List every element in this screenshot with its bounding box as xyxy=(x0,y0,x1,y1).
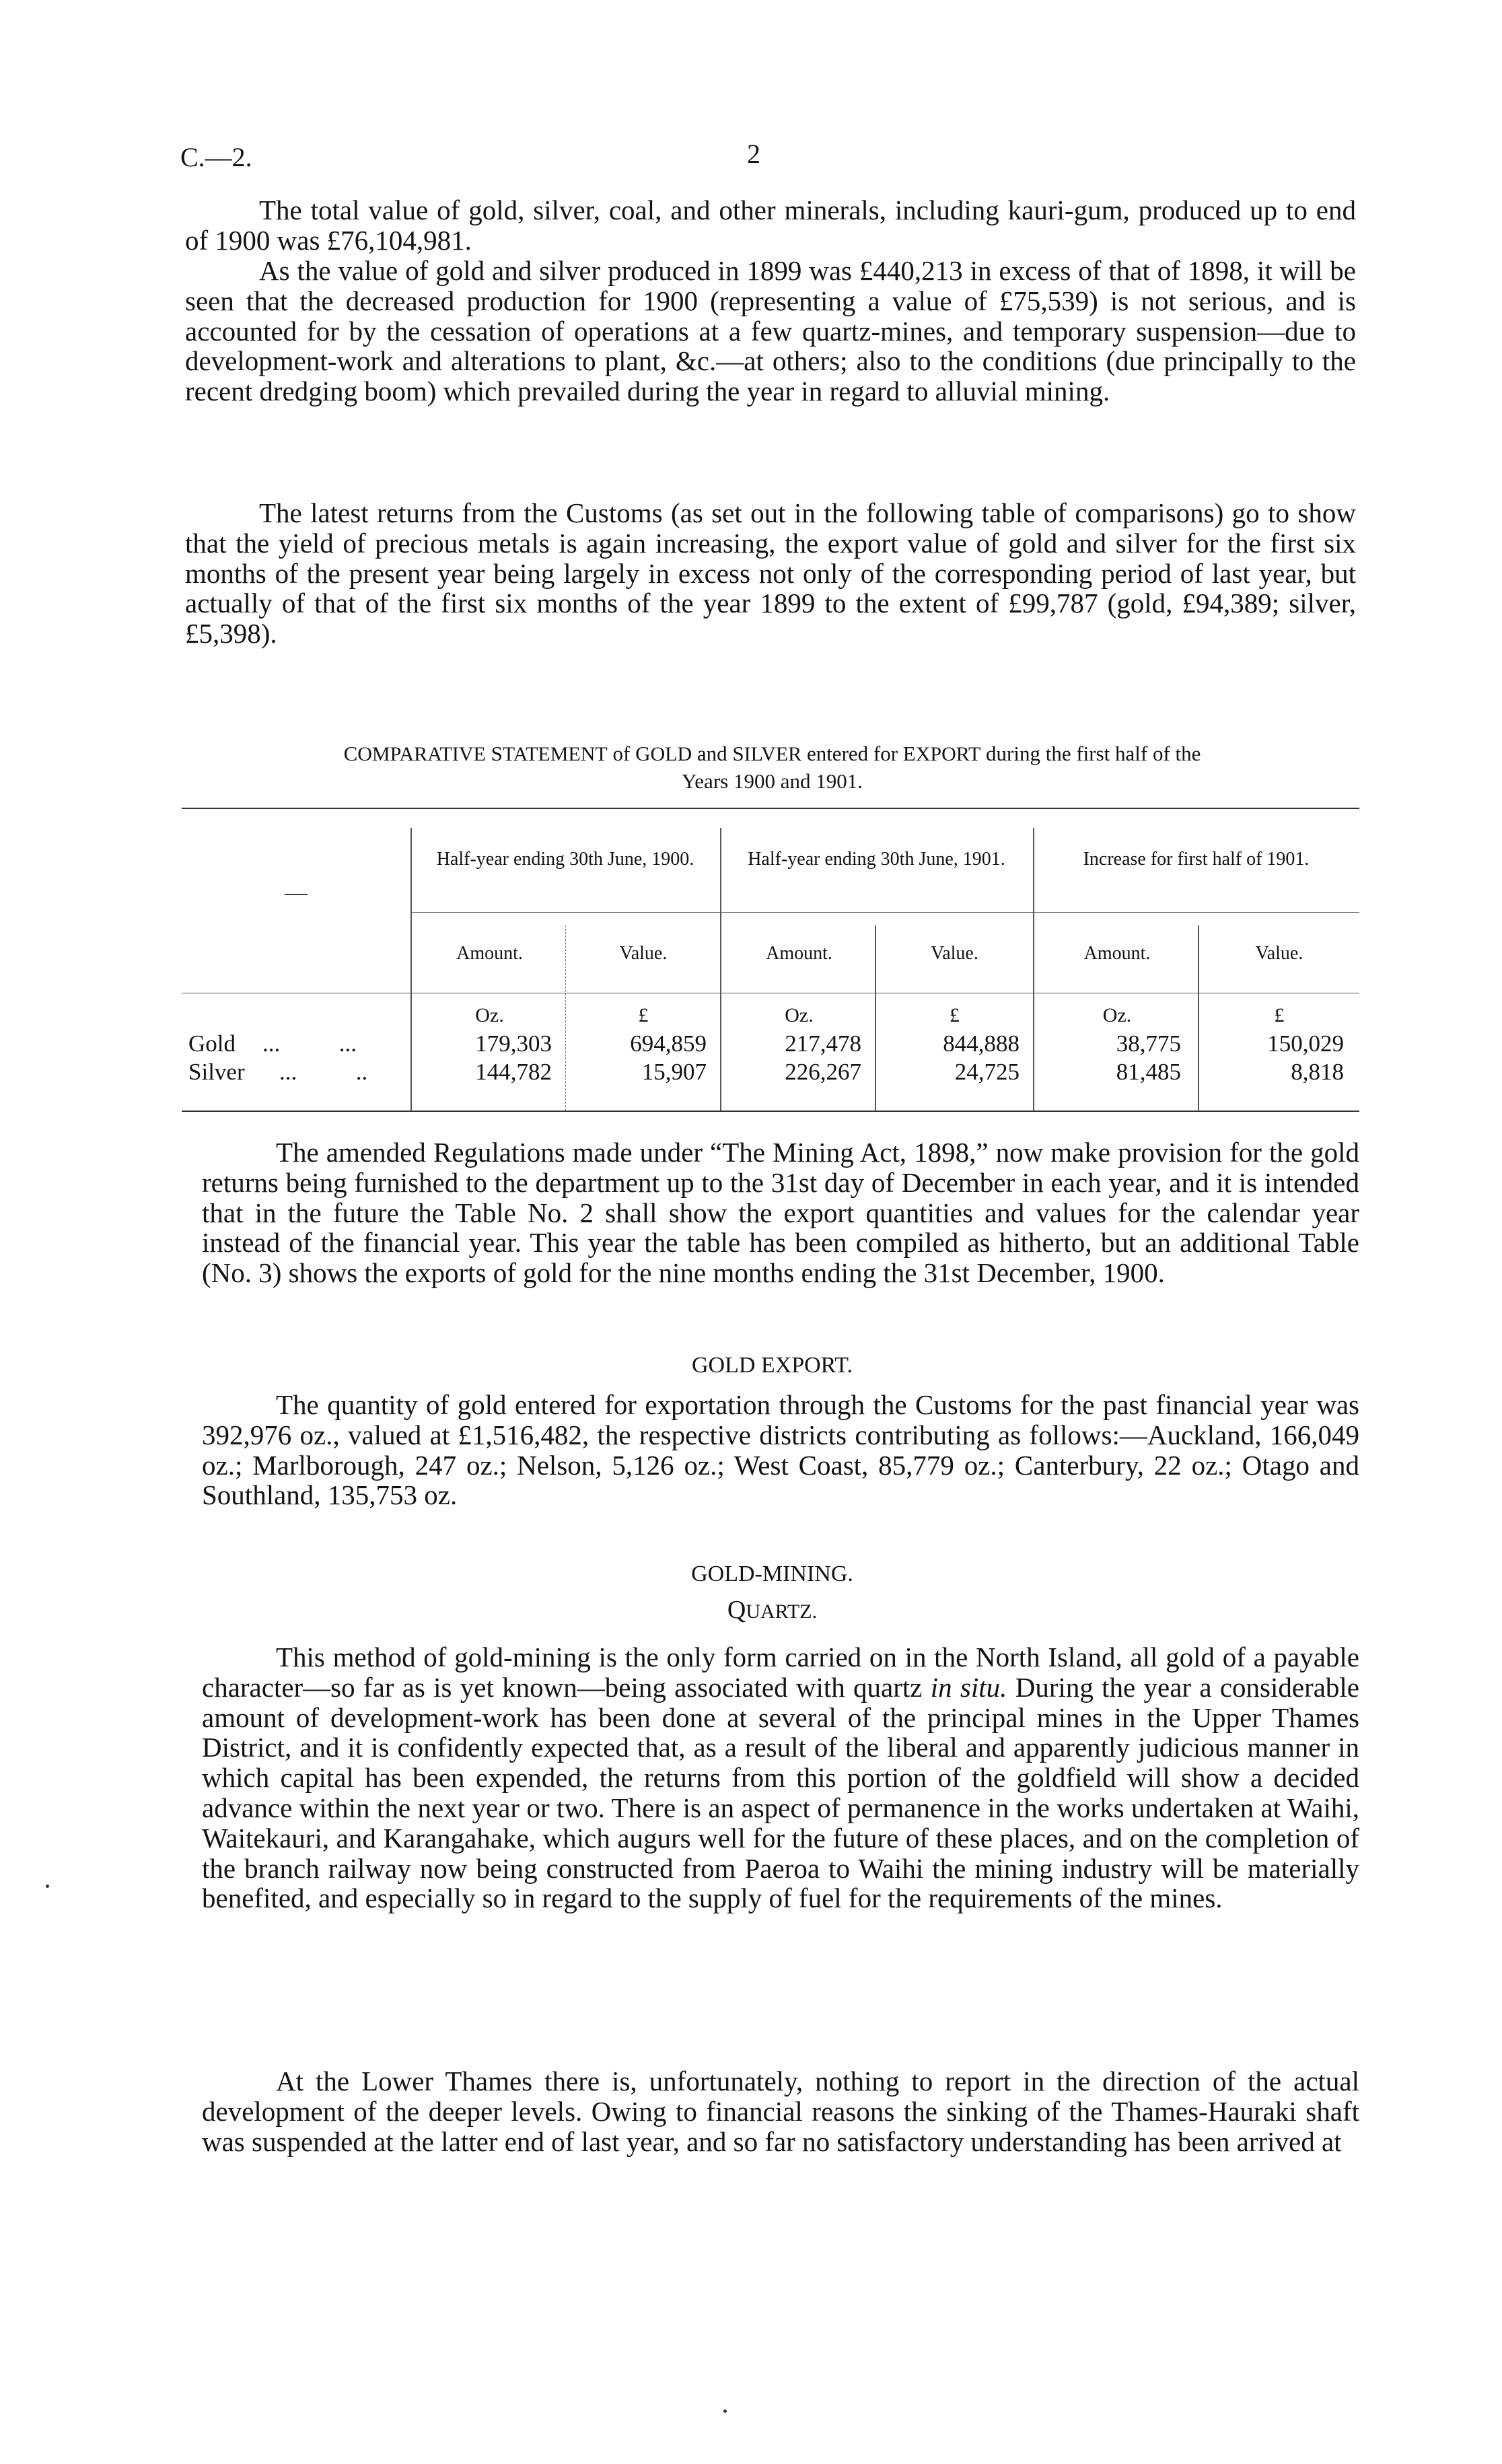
paragraph-gold-export: The quantity of gold entered for exportation through the Customs for the past financial year was 392,976 oz., valued at £1,516,482, the respective districts contributing as follows:—Auckland, 166,049 oz.; Marlborough, 247 oz.; Nelson, 5,126 oz.; West Coast, 85,779 oz.; Canterbury, 22 oz.; Otago and Southland, 135,753 oz. xyxy=(202,1389,1359,1511)
silver-value-increase: 8,818 xyxy=(1291,1059,1344,1085)
heading-quartz: QUARTZ. xyxy=(727,1596,818,1624)
table-bottom-rule xyxy=(182,1111,1359,1112)
table-vline xyxy=(1033,828,1034,1111)
italic-in-situ: in situ. xyxy=(930,1671,1007,1703)
row-label-gold: Gold xyxy=(188,1030,236,1057)
paragraph-total-value: The total value of gold, silver, coal, and other minerals, including kauri-gum, produced up to end of 1900 was £76,104,981. xyxy=(185,195,1356,256)
unit-label: £ xyxy=(638,1004,649,1026)
subheader-amount: Amount. xyxy=(1083,943,1151,964)
paragraph-customs-returns: The latest returns from the Customs (as set out in the following table of comparisons) go to show that the yield of precious metals is again increasing, the export value of gold and silver for the first six months of the present year being largely in excess not only of the corresponding period of last year, but actually of that of the first six months of the year 1899 to the extent of £99,787 (gold, £94,389; silver, £5,398). xyxy=(185,497,1356,649)
table-top-rule xyxy=(182,808,1359,809)
export-comparison-table xyxy=(182,808,1359,1114)
silver-value-1900: 15,907 xyxy=(641,1059,707,1085)
gold-value-1901: 844,888 xyxy=(943,1030,1020,1057)
row-leader: ... ... xyxy=(262,1030,357,1057)
silver-amount-1900: 144,782 xyxy=(475,1059,552,1085)
heading-gold-export: GOLD EXPORT. xyxy=(691,1353,853,1378)
row-label-silver: Silver xyxy=(188,1059,245,1085)
margin-speck xyxy=(46,1885,49,1888)
gold-value-1900: 694,859 xyxy=(630,1030,707,1057)
table-vline xyxy=(720,828,721,1111)
unit-label: Oz. xyxy=(475,1004,504,1026)
paragraph-gold-silver-1899: As the value of gold and silver produced in 1899 was £440,213 in excess of that of 1898, it will be seen that the decreased production for 1900 (representing a value of £75,539) is not serious, and is accounted for by the cessation of operations at a few quartz-mines, and temporary suspension—due to development-work and alterations to plant, &c.—at others; also to the conditions (due principally to the recent dredging boom) which prevailed during the year in regard to alluvial mining. xyxy=(185,255,1356,407)
caption-line-1: COMPARATIVE STATEMENT of GOLD and SILVER entered for EXPORT during the first half of the xyxy=(343,742,1201,765)
gold-amount-1900: 179,303 xyxy=(475,1030,552,1057)
group-header-1901: Half-year ending 30th June, 1901. xyxy=(748,849,1005,870)
gold-value-increase: 150,029 xyxy=(1267,1030,1344,1057)
group-rule xyxy=(410,912,1359,913)
caption-line-2: Years 1900 and 1901. xyxy=(682,769,863,793)
gold-amount-increase: 38,775 xyxy=(1116,1030,1181,1057)
table-caption xyxy=(185,740,1359,795)
row-leader: ... .. xyxy=(279,1059,368,1085)
unit-label: £ xyxy=(950,1004,960,1026)
stub-dash: — xyxy=(285,880,308,905)
group-header-1900: Half-year ending 30th June, 1900. xyxy=(436,849,694,870)
group-header-increase: Increase for first half of 1901. xyxy=(1083,849,1310,870)
unit-label: Oz. xyxy=(1102,1004,1132,1026)
table-vline xyxy=(410,828,412,1111)
silver-amount-increase: 81,485 xyxy=(1116,1059,1181,1085)
paragraph-lower-thames: At the Lower Thames there is, unfortunately, nothing to report in the direction of the actual development of the deeper levels. Owing to financial reasons the sinking of the Thames-Hauraki shaft was suspended at the latter end of last year, and so far no satisfactory understanding has been arrived at xyxy=(202,2066,1359,2157)
silver-value-1901: 24,725 xyxy=(954,1059,1020,1085)
parliamentary-reference: C.—2. xyxy=(180,142,252,172)
subheader-amount: Amount. xyxy=(456,943,523,964)
gold-amount-1901: 217,478 xyxy=(785,1030,861,1057)
subheader-value: Value. xyxy=(931,943,978,964)
subheader-value: Value. xyxy=(619,943,668,964)
paragraph-quartz-mining: This method of gold-mining is the only form carried on in the North Island, all gold of a payable character—so far as is yet known—being associated with quartz in situ. During the year a considerable amount of development-work has been done at several of the principal mines in the Upper Thames District, and it is confidently expected that, as a result of the liberal and apparently judicious manner in which capital has been expended, the returns from this portion of the goldfield will show a decided advance within the next year or two. There is an aspect of permanence in the works undertaken at Waihi, Waitekauri, and Karangahake, which augurs well for the future of these places, and on the completion of the branch railway now being constructed from Paeroa to Waihi the mining industry will be materially benefited, and especially so in regard to the supply of fuel for the requirements of the mines. xyxy=(202,1642,1360,1914)
subheader-value: Value. xyxy=(1255,943,1303,964)
paragraph-amended-regulations: The amended Regulations made under “The Mining Act, 1898,” now make provision for the gold returns being furnished to the department up to the 31st day of December in each year, and it is intended that in the future the Table No. 2 shall show the export quantities and values for the calendar year instead of the financial year. This year the table has been compiled as hitherto, but an additional Table (No. 3) shows the exports of gold for the nine months ending the 31st December, 1900. xyxy=(202,1137,1359,1289)
unit-label: £ xyxy=(1274,1004,1285,1026)
margin-speck xyxy=(723,2409,727,2413)
subheader-amount: Amount. xyxy=(766,943,832,964)
table-vline xyxy=(565,925,566,1111)
silver-amount-1901: 226,267 xyxy=(785,1059,861,1085)
heading-gold-mining: GOLD-MINING. xyxy=(691,1561,853,1586)
unit-label: Oz. xyxy=(785,1004,814,1026)
page-number: 2 xyxy=(747,139,760,169)
